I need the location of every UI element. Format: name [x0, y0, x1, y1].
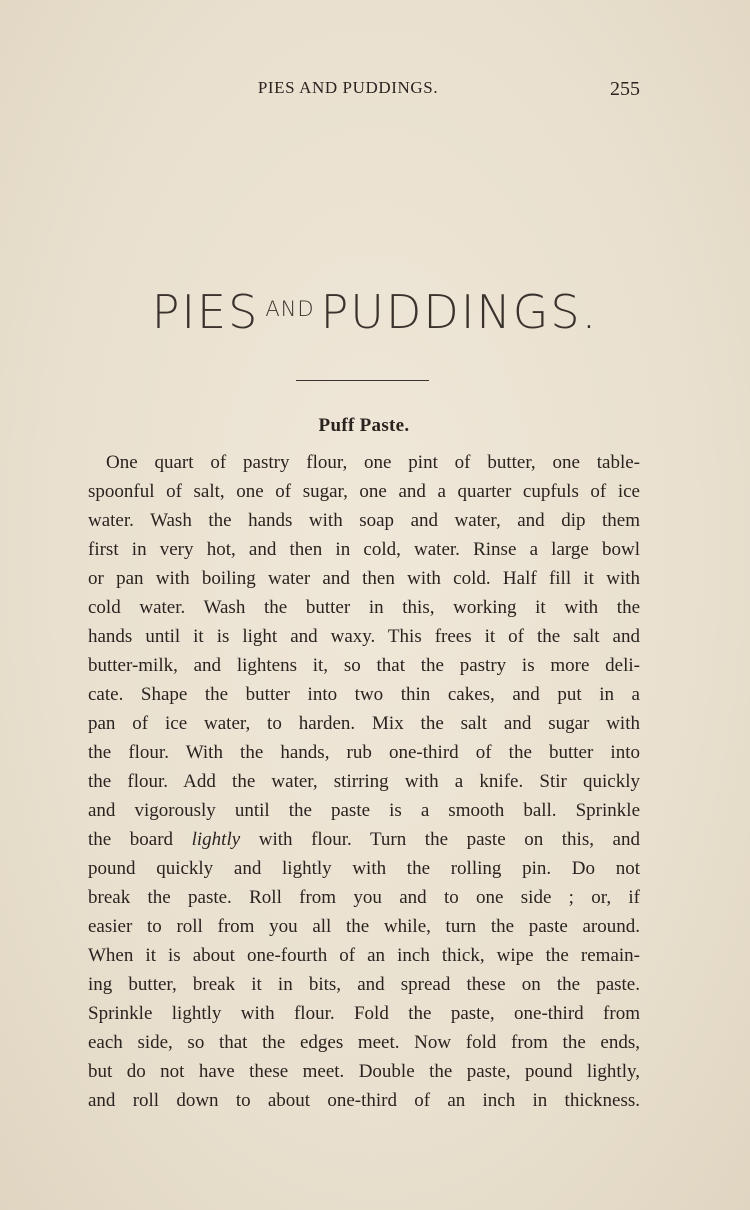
body-line: ing butter, break it in bits, and spread these on the paste. [88, 974, 640, 995]
body-line: the board lightly with flour. Turn the paste on this, and [88, 829, 640, 850]
body-line: break the paste. Roll from you and to one side ; or, if [88, 887, 640, 908]
body-line: easier to roll from you all the while, turn the paste around. [88, 916, 640, 937]
chapter-title-part2: AND [265, 297, 315, 322]
page-number: 255 [610, 78, 640, 100]
body-line: butter-milk, and lightens it, so that the pastry is more deli- [88, 655, 640, 676]
chapter-title-part1: PIES [151, 285, 260, 339]
recipe-body [88, 448, 640, 1115]
body-line: but do not have these meet. Double the paste, pound lightly, [88, 1061, 640, 1082]
body-line: When it is about one-fourth of an inch thick, wipe the remain- [88, 945, 640, 966]
body-line: cold water. Wash the butter in this, working it with the [88, 597, 640, 618]
body-line: and vigorously until the paste is a smooth ball. Sprinkle [88, 800, 640, 821]
running-head [88, 78, 640, 104]
body-line: first in very hot, and then in cold, water. Rinse a large bowl [88, 539, 640, 560]
emphasized-word: lightly [191, 829, 241, 850]
chapter-title-part3: PUDDINGS. [320, 285, 599, 339]
title-divider-rule [296, 380, 429, 381]
body-line: each side, so that the edges meet. Now fold from the ends, [88, 1032, 640, 1053]
body-line: pan of ice water, to harden. Mix the salt and sugar with [88, 713, 640, 734]
running-head-title: PIES AND PUDDINGS. [257, 78, 439, 97]
body-line: or pan with boiling water and then with cold. Half fill it with [88, 568, 640, 589]
body-line: pound quickly and lightly with the rolling pin. Do not [88, 858, 640, 879]
body-line: One quart of pastry flour, one pint of butter, one table- [106, 452, 640, 473]
recipe-title: Puff Paste. [318, 415, 410, 436]
body-line: the flour. Add the water, stirring with a knife. Stir quickly [88, 771, 640, 792]
body-line: and roll down to about one-third of an inch in thickness. [88, 1090, 640, 1111]
body-line: hands until it is light and waxy. This frees it of the salt and [88, 626, 640, 647]
chapter-title [60, 285, 690, 339]
body-line: cate. Shape the butter into two thin cakes, and put in a [88, 684, 640, 705]
body-line: the flour. With the hands, rub one-third of the butter into [88, 742, 640, 763]
body-line: water. Wash the hands with soap and water, and dip them [88, 510, 640, 531]
body-line: Sprinkle lightly with flour. Fold the paste, one-third from [88, 1003, 640, 1024]
body-line: spoonful of salt, one of sugar, one and a quarter cupfuls of ice [88, 481, 640, 502]
